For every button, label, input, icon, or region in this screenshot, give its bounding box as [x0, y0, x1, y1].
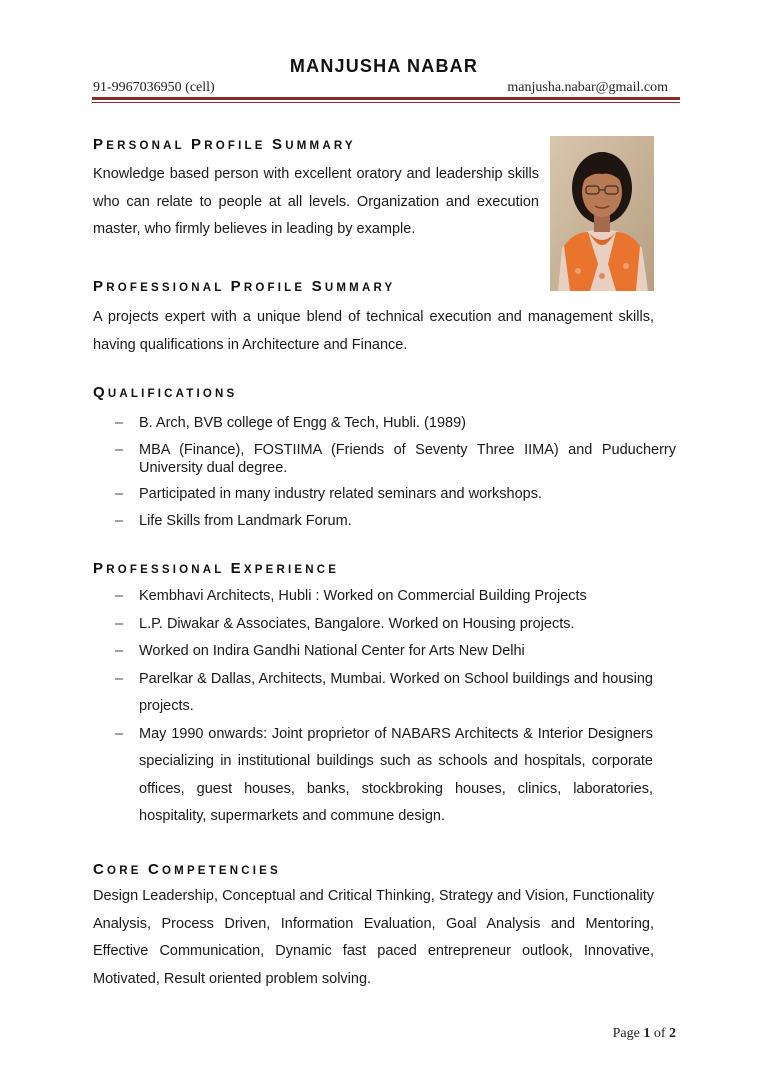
- list-item: – May 1990 onwards: Joint proprietor of NABARS Architects & Interior Designers specializing in institutional buildings such as schools and hospitals, corporate offices, guest houses, banks, stockbroking houses, clinics, laboratories, hospitality, supermarkets and commune design.: [93, 721, 653, 831]
- header-divider-thick: [92, 97, 680, 100]
- list-item: – Participated in many industry related seminars and workshops.: [115, 486, 542, 502]
- header-divider-thin: [92, 102, 680, 103]
- professional-profile-text: A projects expert with a unique blend of technical execution and management skills, having qualifications in Architecture and Finance.: [93, 309, 654, 353]
- list-item: – Worked on Indira Gandhi National Center for Arts New Delhi: [93, 638, 653, 666]
- list-item: – Kembhavi Architects, Hubli : Worked on Commercial Building Projects: [93, 583, 653, 611]
- list-item: – Parelkar & Dallas, Architects, Mumbai. Worked on School buildings and housing projects.: [93, 666, 653, 721]
- qualifications-heading: QUALIFICATIONS: [93, 384, 238, 401]
- email-address: manjusha.nabar@gmail.com: [507, 80, 668, 95]
- phone-number: 91-9967036950 (cell): [93, 80, 215, 95]
- dash-bullet: –: [115, 725, 124, 742]
- page-number: Page 1 of 2: [612, 1026, 676, 1041]
- personal-profile-heading: PERSONAL PROFILE SUMMARY: [93, 136, 356, 153]
- core-competencies-heading: CORE COMPETENCIES: [93, 861, 281, 878]
- dash-bullet: –: [115, 643, 124, 659]
- dash-bullet: –: [115, 441, 124, 458]
- profile-photo-image: [550, 136, 654, 291]
- dash-bullet: –: [115, 415, 124, 431]
- list-item: – B. Arch, BVB college of Engg & Tech, Hubli. (1989): [115, 415, 466, 431]
- list-item: – MBA (Finance), FOSTIIMA (Friends of Seventy Three IIMA) and Puducherry University dual degree.: [115, 441, 676, 476]
- professional-profile-heading: PROFESSIONAL PROFILE SUMMARY: [93, 278, 396, 295]
- personal-profile-text: Knowledge based person with excellent oratory and leadership skills who can relate to people at all levels. Organization and execution master, who firmly believes in leading by example.: [93, 166, 539, 237]
- dash-bullet: –: [115, 615, 124, 632]
- qualifications-list: [93, 414, 676, 538]
- dash-bullet: –: [115, 670, 124, 687]
- dash-bullet: –: [115, 512, 124, 529]
- professional-experience-heading: PROFESSIONAL EXPERIENCE: [93, 560, 340, 577]
- list-item: – L.P. Diwakar & Associates, Bangalore. Worked on Housing projects.: [93, 611, 653, 639]
- profile-photo: [550, 136, 654, 291]
- core-competencies-text: Design Leadership, Conceptual and Critical Thinking, Strategy and Vision, Functionality Analysis, Process Driven, Information Evaluation, Goal Analysis and Mentoring, Effective Communication, Dynamic fast paced entrepreneur outlook, Innovative, Motivated, Result oriented problem solving.: [93, 888, 654, 987]
- candidate-name: MANJUSHA NABAR: [289, 56, 479, 76]
- dash-bullet: –: [115, 588, 124, 604]
- list-item: – Life Skills from Landmark Forum.: [115, 512, 352, 529]
- experience-list: [93, 583, 653, 831]
- dash-bullet: –: [115, 486, 124, 502]
